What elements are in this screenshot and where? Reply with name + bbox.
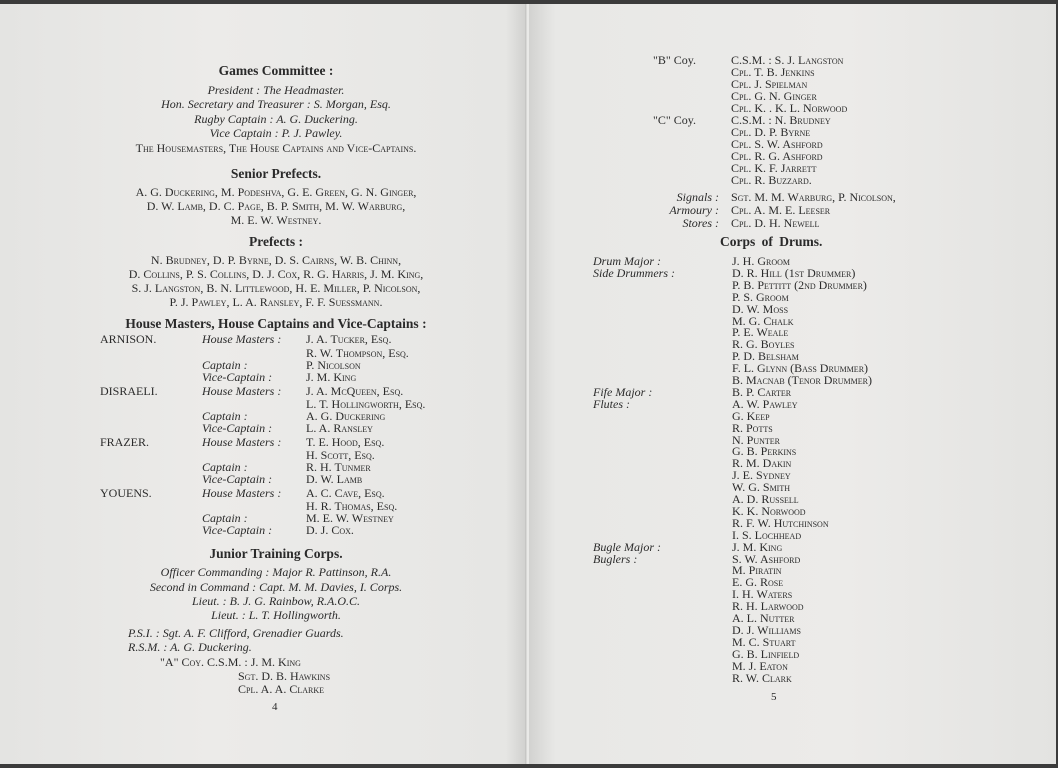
service-value: Sgt. M. M. Warburg, P. Nicolson, [731, 190, 896, 204]
jtc-line: "A" Coy. C.S.M. : J. M. King [160, 655, 301, 669]
house-role: Captain : [202, 409, 248, 423]
service-label: Stores : [682, 216, 719, 230]
drum-corps-name: A. W. Pawley [732, 396, 798, 411]
gc-line: Vice Captain : P. J. Pawley. [209, 126, 343, 140]
house-person: A. G. Duckering [306, 409, 386, 423]
prefects-line: P. J. Pawley, L. A. Ransley, F. F. Suessmann. [169, 295, 383, 309]
right-page [529, 4, 1056, 764]
drum-corps-name: J. H. Groom [732, 254, 791, 268]
drum-corps-role-label: Side Drummers : [593, 265, 675, 280]
senior-prefects-line: D. W. Lamb, D. C. Page, B. P. Smith, M. W. Warburg, [146, 199, 406, 213]
house-name: FRAZER. [100, 435, 150, 449]
house-role: House Masters : [202, 435, 282, 449]
house-person: A. C. Cave, Esq. [306, 486, 385, 500]
house-role: Vice-Captain : [202, 523, 273, 537]
company-entry: Cpl. D. P. Byrne [731, 125, 811, 139]
house-person: P. Nicolson [306, 358, 361, 372]
drum-corps-role-label: Flutes : [593, 396, 630, 411]
gc-line: President : The Headmaster. [207, 83, 345, 97]
house-role: Captain : [202, 511, 248, 525]
senior-prefects-heading: Senior Prefects. [230, 166, 322, 181]
house-role: Captain : [202, 358, 248, 372]
drum-corps-name: W. G. Smith [732, 480, 791, 495]
house-person: J. A. McQueen, Esq. [306, 384, 404, 398]
jtc-heading: Junior Training Corps. [209, 546, 343, 561]
company-entry: Cpl. R. G. Ashford [731, 149, 823, 163]
company-entry: Cpl. J. Spielman [731, 77, 808, 91]
drum-corps-role-label: Bugle Major : [593, 539, 661, 554]
drum-corps-name: B. Macnab (Tenor Drummer) [732, 373, 873, 387]
prefects-line: N. Brudney, D. P. Byrne, D. S. Cairns, W. B. Chinn, [150, 253, 402, 267]
drum-corps-name: M. C. Stuart [732, 634, 796, 649]
drum-corps-role-label: Drum Major : [593, 254, 661, 268]
service-label: Signals : [676, 190, 719, 204]
drum-corps-name: B. P. Carter [732, 384, 792, 399]
houses-heading: House Masters, House Captains and Vice-Captains : [125, 316, 427, 331]
drum-corps-name: N. Punter [732, 432, 781, 447]
jtc-line: Officer Commanding : Major R. Pattinson, R.A. [160, 565, 392, 579]
jtc-line: Cpl. A. A. Clarke [238, 682, 325, 696]
jtc-line: Sgt. D. B. Hawkins [238, 669, 331, 683]
house-person: R. W. Thompson, Esq. [306, 346, 409, 360]
jtc-line: Second in Command : Capt. M. M. Davies, I. Corps. [149, 580, 403, 594]
drum-corps-role-label: Buglers : [593, 551, 638, 566]
house-name: DISRAELI. [100, 384, 158, 398]
company-label: "C" Coy. [653, 113, 697, 127]
company-entry: C.S.M. : S. J. Langston [731, 53, 844, 67]
drum-corps-name: A. L. Nutter [732, 611, 795, 625]
house-person: L. A. Ransley [306, 421, 373, 435]
house-person: D. J. Cox. [306, 523, 354, 537]
company-entry: Cpl. R. Buzzard. [731, 173, 812, 187]
jtc-line: Lieut. : L. T. Hollingworth. [211, 608, 341, 622]
house-person: H. R. Thomas, Esq. [306, 499, 398, 513]
drum-corps-name: D. J. Williams [732, 622, 801, 637]
company-entry: Cpl. K. F. Jarrett [731, 161, 817, 175]
drum-corps-name: M. J. Eaton [732, 658, 788, 673]
house-role: Vice-Captain : [202, 472, 273, 486]
house-person: H. Scott, Esq. [306, 448, 375, 462]
drum-corps-name: F. L. Glynn (Bass Drummer) [732, 361, 869, 376]
drum-corps-name: R. Potts [732, 420, 773, 435]
company-label: "B" Coy. [653, 53, 697, 67]
drum-corps-name: S. W. Ashford [732, 551, 801, 566]
drum-corps-name: R. H. Larwood [732, 599, 804, 614]
left-page [0, 4, 527, 764]
drum-corps-role-label: Fife Major : [593, 384, 653, 399]
games-committee-heading: Games Committee : [218, 63, 334, 78]
service-value: Cpl. A. M. E. Leeser [731, 203, 831, 217]
house-person: T. E. Hood, Esq. [306, 435, 385, 449]
drum-corps-name: R. M. Dakin [732, 456, 792, 471]
drum-corps-name: J. E. Sydney [732, 468, 791, 483]
house-role: House Masters : [202, 332, 282, 346]
house-person: R. H. Tunmer [306, 460, 371, 474]
jtc-line: P.S.I. : Sgt. A. F. Clifford, Grenadier Guards. [128, 626, 344, 640]
house-role: Captain : [202, 460, 248, 474]
drum-corps-name: G. Keep [732, 408, 770, 423]
house-role: Vice-Captain : [202, 421, 273, 435]
drum-corps-name: P. S. Groom [732, 289, 789, 304]
drum-corps-name: M. G. Chalk [732, 313, 794, 328]
drum-corps-name: K. K. Norwood [732, 503, 806, 518]
drum-corps-name: E. G. Rose [732, 575, 784, 590]
company-entry: Cpl. T. B. Jenkins [731, 65, 815, 79]
house-person: M. E. W. Westney [306, 511, 394, 525]
house-role: House Masters : [202, 384, 282, 398]
house-name: ARNISON. [100, 332, 157, 346]
drum-corps-name: P. E. Weale [732, 325, 789, 340]
house-person: J. A. Tucker, Esq. [306, 332, 392, 346]
drum-corps-name: R. W. Clark [732, 670, 792, 685]
house-role: House Masters : [202, 486, 282, 500]
drum-corps-name: G. B. Perkins [732, 444, 797, 459]
company-entry: C.S.M. : N. Brudney [731, 113, 831, 127]
drum-corps-name: M. Piratin [732, 563, 782, 578]
page-number-right: 5 [771, 691, 777, 703]
drum-corps-name: J. M. King [732, 539, 783, 554]
drum-corps-name: D. R. Hill (1st Drummer) [732, 265, 856, 280]
house-role: Vice-Captain : [202, 370, 273, 384]
service-value: Cpl. D. H. Newell [731, 216, 820, 230]
gc-line: Rugby Captain : A. G. Duckering. [194, 112, 358, 126]
prefects-line: S. J. Langston, B. N. Littlewood, H. E. Miller, P. Nicolson, [131, 281, 421, 295]
prefects-line: D. Collins, P. S. Collins, D. J. Cox, R. G. Harris, J. M. King, [128, 267, 424, 281]
gc-line: The Housemasters, The House Captains and Vice-Captains. [135, 141, 417, 155]
senior-prefects-line: A. G. Duckering, M. Podeshva, G. E. Green, G. N. Ginger, [135, 185, 417, 199]
drum-corps-name: I. H. Waters [732, 587, 793, 602]
corps-of-drums-heading: Corps of Drums. [720, 234, 823, 249]
drum-corps-name: R. F. W. Hutchinson [732, 515, 829, 530]
drum-corps-name: A. D. Russell [732, 492, 799, 506]
drum-corps-name: G. B. Linfield [732, 646, 800, 661]
page-number-left: 4 [272, 701, 278, 713]
drum-corps-name: P. B. Pettitt (2nd Drummer) [732, 277, 867, 292]
prefects-heading: Prefects : [248, 234, 304, 249]
house-name: YOUENS. [100, 486, 152, 500]
house-person: J. M. King [306, 370, 357, 384]
jtc-line: R.S.M. : A. G. Duckering. [128, 640, 252, 654]
service-label: Armoury : [669, 203, 719, 217]
drum-corps-name: D. W. Moss [732, 301, 789, 316]
house-person: D. W. Lamb [306, 472, 363, 486]
drum-corps-name: P. D. Belsham [732, 349, 799, 364]
company-entry: Cpl. S. W. Ashford [731, 137, 823, 151]
senior-prefects-line: M. E. W. Westney. [230, 213, 322, 227]
drum-corps-name: R. G. Boyles [732, 337, 795, 352]
company-entry: Cpl. K. . K. L. Norwood [731, 101, 848, 115]
house-person: L. T. Hollingworth, Esq. [306, 397, 426, 411]
gc-line: Hon. Secretary and Treasurer : S. Morgan, Esq. [161, 97, 391, 111]
jtc-line: Lieut. : B. J. G. Rainbow, R.A.O.C. [191, 594, 361, 608]
drum-corps-name: I. S. Lochhead [732, 527, 802, 542]
company-entry: Cpl. G. N. Ginger [731, 89, 817, 103]
